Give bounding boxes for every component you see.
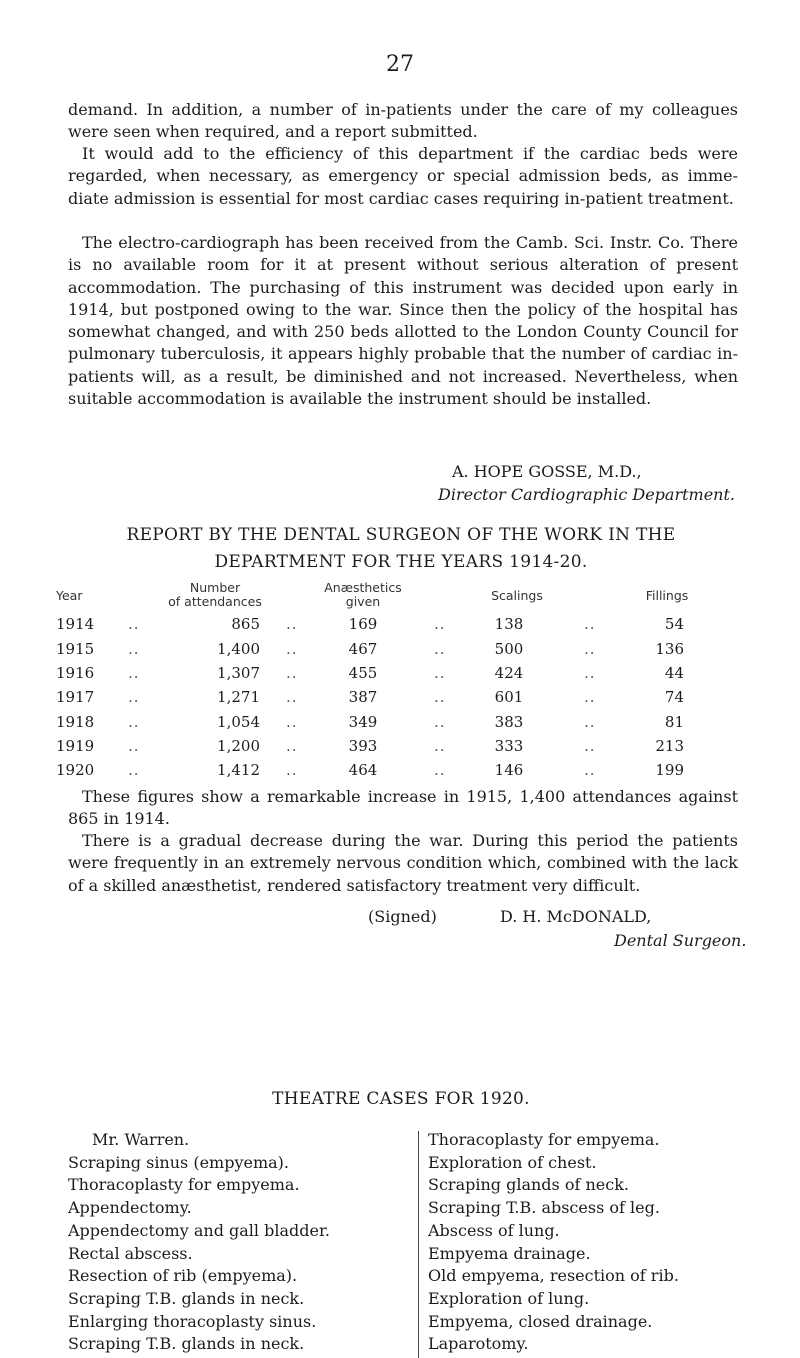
cell-year: 1920 [56, 761, 95, 779]
table-row [56, 713, 756, 737]
theatre-cases-title: THEATRE CASES FOR 1920. [272, 1089, 530, 1109]
cell-scalings: 383 [494, 713, 524, 731]
list-item: Appendectomy. [68, 1198, 192, 1218]
dental-signed-label: (Signed) [368, 907, 437, 926]
leader-dots: .. [584, 737, 596, 755]
cell-year: 1915 [56, 640, 95, 658]
leader-dots: .. [128, 688, 140, 706]
dental-report-title-line-1: REPORT BY THE DENTAL SURGEON OF THE WORK IN THE [126, 525, 676, 545]
header-attendances-line-1: Number [189, 580, 241, 595]
cell-anaesthetics: 467 [348, 640, 378, 658]
cell-anaesthetics: 393 [348, 737, 378, 755]
dental-signature-title: Dental Surgeon. [614, 931, 747, 950]
cell-attendances: 1,200 [217, 737, 260, 755]
list-item: Laparotomy. [428, 1334, 529, 1354]
cell-attendances: 1,271 [217, 688, 260, 706]
dental-paragraph-1: These figures show a remarkable increase in 1915, 1,400 attendances against 865 in 1914. [68, 787, 738, 829]
cell-anaesthetics: 387 [348, 688, 378, 706]
cell-attendances: 1,054 [217, 713, 260, 731]
list-item: Old empyema, resection of rib. [428, 1266, 679, 1286]
table-row [56, 761, 756, 785]
dental-signature-name: D. H. McDONALD, [500, 907, 652, 926]
leader-dots: .. [584, 688, 596, 706]
table-row [56, 737, 756, 761]
cell-attendances: 1,400 [217, 640, 260, 658]
cell-attendances: 1,412 [217, 761, 260, 779]
theatre-left-column [68, 1129, 330, 1356]
cell-fillings: 44 [664, 664, 684, 682]
cell-attendances: 1,307 [217, 664, 260, 682]
leader-dots: .. [128, 737, 140, 755]
cardiac-paragraph-3: The electro-cardiograph has been received from the Camb. Sci. Instr. Co. There is no available room for it at present without serious alteration of present accommodation. The purchasing of this instrument was decided upon early in 1914, but postponed owing to the war. Since then the policy of the hospital has somewhat changed, and with 250 beds allotted to the London County Council for pulmonary tuberculosis, it appears highly probable that the number of cardiac in-patients will, as a result, be diminished and not increased. Nevertheless, when suitable accommodation is available the instrument should be installed. [68, 233, 738, 409]
leader-dots: .. [434, 713, 446, 731]
leader-dots: .. [128, 761, 140, 779]
cardiac-signature-title: Director Cardiographic Department. [438, 485, 735, 504]
leader-dots: .. [584, 713, 596, 731]
cardiac-paragraph-1: demand. In addition, a number of in-patients under the care of my colleagues were seen when required, and a report submitted. [68, 100, 738, 142]
cell-attendances: 865 [231, 615, 260, 633]
leader-dots: .. [286, 713, 298, 731]
header-attendances [150, 581, 280, 609]
cell-scalings: 601 [494, 688, 524, 706]
leader-dots: .. [128, 615, 140, 633]
list-item: Appendectomy and gall bladder. [68, 1220, 330, 1240]
leader-dots: .. [434, 688, 446, 706]
list-item: Empyema, closed drainage. [428, 1311, 653, 1331]
header-anaesthetics [308, 581, 418, 609]
leader-dots: .. [128, 664, 140, 682]
cell-year: 1914 [56, 615, 95, 633]
cell-fillings: 54 [664, 615, 684, 633]
header-anaesthetics-line-1: Anæsthetics [324, 580, 402, 595]
header-scalings: Scalings [491, 588, 543, 603]
leader-dots: .. [286, 688, 298, 706]
column-divider [418, 1131, 419, 1358]
list-item: Thoracoplasty for empyema. [428, 1130, 660, 1149]
cell-anaesthetics: 169 [348, 615, 378, 633]
leader-dots: .. [286, 761, 298, 779]
header-attendances-line-2: of attendances [168, 594, 262, 609]
theatre-right-column [428, 1129, 679, 1356]
list-item: Exploration of lung. [428, 1288, 590, 1308]
cell-year: 1918 [56, 713, 95, 731]
leader-dots: .. [584, 640, 596, 658]
table-row [56, 688, 756, 712]
list-item: Exploration of chest. [428, 1152, 597, 1172]
table-row [56, 640, 756, 664]
list-item: Scraping T.B. glands in neck. [68, 1288, 305, 1308]
table-row [56, 664, 756, 688]
cell-fillings: 199 [655, 761, 684, 779]
leader-dots: .. [434, 640, 446, 658]
leader-dots: .. [434, 664, 446, 682]
cell-scalings: 146 [494, 761, 524, 779]
header-year: Year [56, 588, 83, 603]
leader-dots: .. [434, 615, 446, 633]
list-item: Scraping T.B. abscess of leg. [428, 1198, 660, 1218]
leader-dots: .. [584, 664, 596, 682]
list-item: Thoracoplasty for empyema. [68, 1175, 300, 1195]
leader-dots: .. [286, 737, 298, 755]
leader-dots: .. [286, 640, 298, 658]
cell-scalings: 424 [494, 664, 524, 682]
leader-dots: .. [286, 664, 298, 682]
cell-fillings: 213 [655, 737, 684, 755]
header-anaesthetics-line-2: given [345, 594, 381, 609]
leader-dots: .. [434, 737, 446, 755]
dental-report-title-line-2: DEPARTMENT FOR THE YEARS 1914-20. [214, 552, 588, 572]
leader-dots: .. [128, 713, 140, 731]
cell-year: 1916 [56, 664, 95, 682]
cell-anaesthetics: 349 [348, 713, 378, 731]
cell-fillings: 81 [664, 713, 684, 731]
list-item: Enlarging thoracoplasty sinus. [68, 1311, 317, 1331]
list-item: Empyema drainage. [428, 1243, 591, 1263]
leader-dots: .. [584, 615, 596, 633]
leader-dots: .. [286, 615, 298, 633]
cell-scalings: 333 [494, 737, 524, 755]
cell-anaesthetics: 464 [348, 761, 378, 779]
list-item: Scraping T.B. glands in neck. [68, 1334, 305, 1354]
header-fillings: Fillings [645, 588, 689, 603]
cardiac-signature-name: A. HOPE GOSSE, M.D., [452, 462, 642, 481]
table-row [56, 615, 756, 639]
cardiac-paragraph-2: It would add to the efficiency of this department if the cardiac beds were regarded, when necessary, as emergency or special admission beds, as imme-diate admission is essential for most cardiac cases requiring in-patient treatment. [68, 144, 738, 208]
cell-anaesthetics: 455 [348, 664, 378, 682]
page-number: 27 [386, 52, 414, 77]
leader-dots: .. [434, 761, 446, 779]
list-item: Scraping sinus (empyema). [68, 1152, 290, 1172]
list-item: Resection of rib (empyema). [68, 1266, 298, 1286]
cell-year: 1919 [56, 737, 95, 755]
list-item: Scraping glands of neck. [428, 1175, 629, 1195]
leader-dots: .. [584, 761, 596, 779]
cell-year: 1917 [56, 688, 95, 706]
list-item: Rectal abscess. [68, 1243, 193, 1263]
dental-paragraph-2: There is a gradual decrease during the war. During this period the patients were frequently in an extremely nervous condition which, combined with the lack of a skilled anæsthetist, rendered satisfactory treatment very difficult. [68, 831, 738, 895]
cell-scalings: 500 [494, 640, 524, 658]
surgeon-name: Mr. Warren. [92, 1130, 190, 1149]
cell-scalings: 138 [494, 615, 524, 633]
list-item: Abscess of lung. [428, 1220, 560, 1240]
leader-dots: .. [128, 640, 140, 658]
cell-fillings: 74 [664, 688, 684, 706]
cell-fillings: 136 [655, 640, 684, 658]
